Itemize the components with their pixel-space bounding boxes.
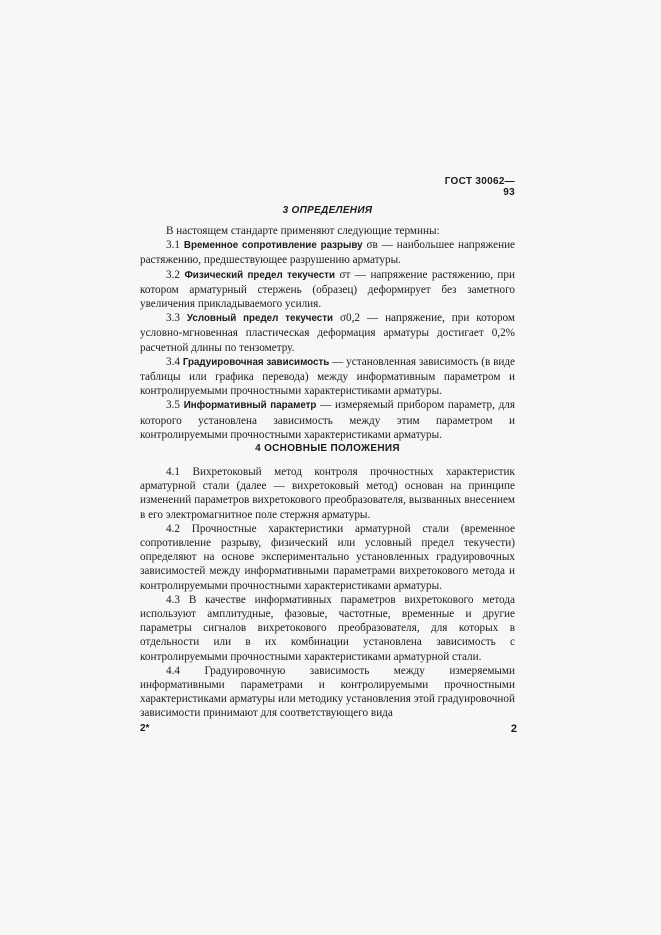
definition-text: — наибольшее напряжение растяжению, предшествующее разрушению арматуры. xyxy=(140,239,516,267)
section-4-body xyxy=(140,465,515,721)
definition-number: 3.1 xyxy=(166,239,180,252)
definition-number: 3.2 xyxy=(166,268,180,281)
sheet-mark: 2* xyxy=(140,723,150,734)
definition-symbol: σ0,2 xyxy=(340,312,361,325)
definition-text: — напряжение, при котором условно-мгновенная пластическая деформация арматуры достигает 0,2% расчетной длины по тензометру. xyxy=(140,312,516,354)
paragraph-4-1: 4.1 Вихретоковый метод контроля прочностных характеристик арматурной стали (далее — вихретоковый метод) основан на принципе изменений параметров вихретокового преобразователя, вызванных внесением в его электромагнитное поле стержня арматуры. xyxy=(140,466,515,521)
section-4-title: 4 ОСНОВНЫЕ ПОЛОЖЕНИЯ xyxy=(255,443,400,454)
definition-term: Градуировочная зависимость xyxy=(182,356,330,368)
definition-3-5 xyxy=(140,398,515,442)
definition-symbol: σт xyxy=(339,268,351,281)
standard-code: ГОСТ 30062—93 xyxy=(444,176,515,198)
definition-3-3 xyxy=(140,311,515,355)
paragraph-4-3: 4.3 В качестве информативных параметров вихретокового метода используют амплитудные, фазовые, частотные, временные и другие параметры сигналов вихретокового преобразователя, для которых в отдельности или в их комбинации установлена зависимость с контролируемыми прочностными характеристиками арматурной стали. xyxy=(140,593,515,663)
definition-3-4 xyxy=(140,355,515,399)
page-number: 2 xyxy=(510,723,517,735)
paragraph-4-2: 4.2 Прочностные характеристики арматурной стали (временное сопротивление разрыву, физический или условный предел текучести) определяют на основе экспериментально установленных градуировочных зависимостей между информативными параметрами вихретокового метода и контролируемыми прочностными характеристиками арматуры. xyxy=(140,522,515,592)
paragraph-4-4: 4.4 Градуировочную зависимость между измеряемыми информативными параметрами и контролируемыми прочностными характеристиками арматуры или методику установления этой градуировочной зависимости принимают для соответствующего вида xyxy=(140,664,515,720)
definition-text: — установленная зависимость (в виде таблицы или графика перевода) между информативным параметром и контролируемыми прочностными характеристиками арматуры. xyxy=(140,355,515,398)
definition-text: — напряжение растяжению, при котором арматурный стержень (образец) деформирует без заметного увеличения прикладываемого усилия. xyxy=(140,268,516,311)
section-3-body xyxy=(140,224,515,442)
section-3-title: 3 ОПРЕДЕЛЕНИЯ xyxy=(282,205,373,216)
definition-term: Физический предел текучести xyxy=(184,269,335,281)
definition-term: Временное сопротивление разрыву xyxy=(183,240,363,252)
definition-number: 3.4 xyxy=(166,355,180,368)
definition-text: — измеряемый прибором параметр, для которого установлена зависимость между этим параметром и контролируемыми прочностными характеристиками арматуры. xyxy=(140,399,515,441)
definition-number: 3.3 xyxy=(166,312,180,325)
definition-number: 3.5 xyxy=(166,399,180,412)
definition-symbol: σв xyxy=(366,239,378,252)
section-3-intro: В настоящем стандарте применяют следующие термины: xyxy=(166,225,440,237)
definition-3-1 xyxy=(140,238,515,267)
definition-term: Условный предел текучести xyxy=(186,313,334,325)
definition-3-2 xyxy=(140,268,515,312)
definition-term: Информативный параметр xyxy=(183,400,317,412)
